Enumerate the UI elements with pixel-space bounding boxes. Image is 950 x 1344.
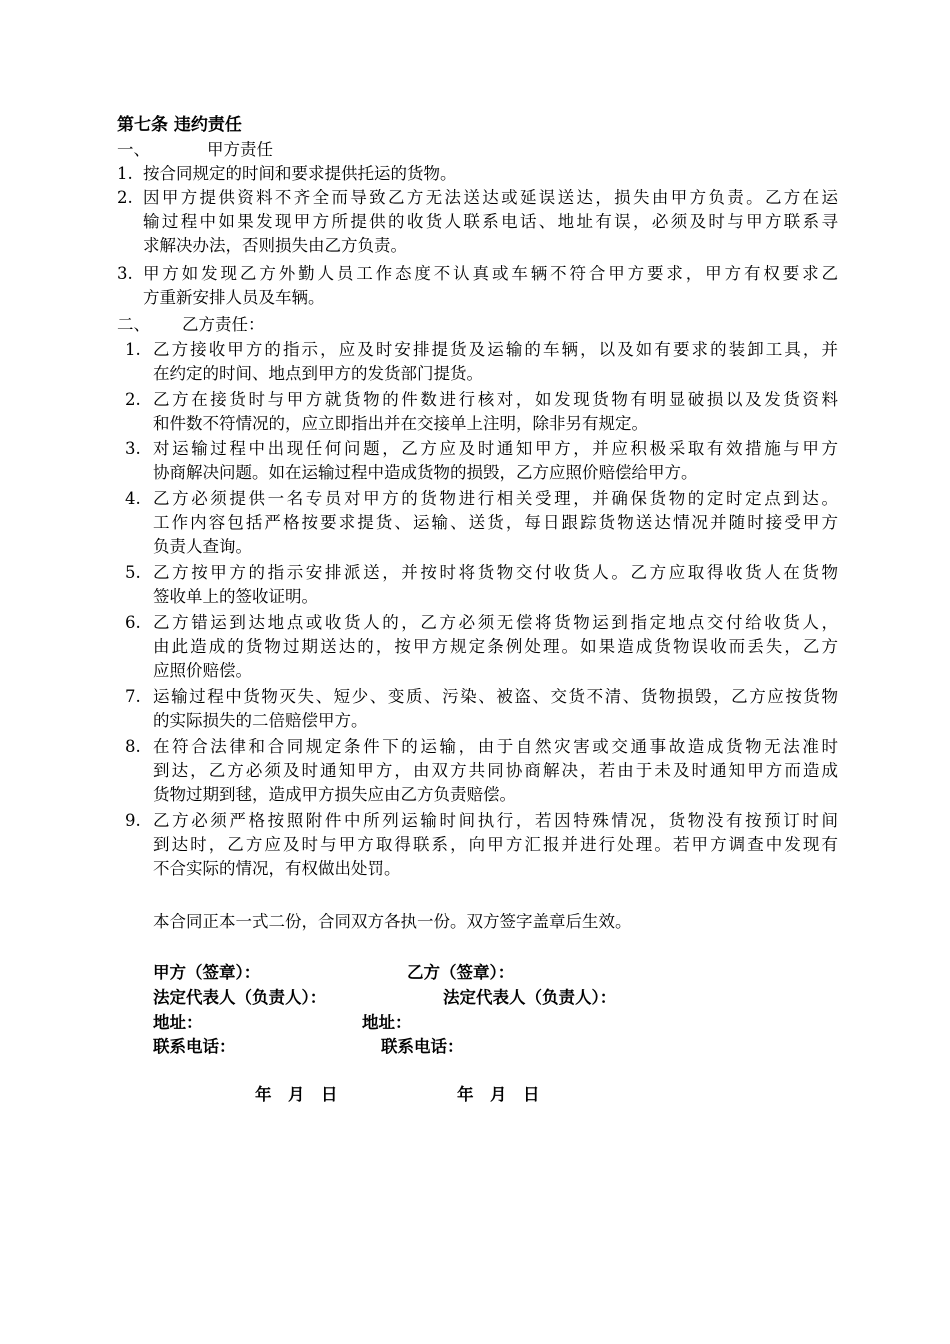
list-item-line: 应照价赔偿。: [153, 661, 252, 680]
list-item-line: 对运输过程中出现任何问题，乙方应及时通知甲方，并应积极采取有效措施与甲方: [153, 439, 838, 458]
list-item-line: 输过程中如果发现甲方所提供的收货人联系电话、地址有误，必须及时与甲方联系寻: [143, 212, 838, 231]
list-item-line: 签收单上的签收证明。: [153, 587, 318, 606]
section-b-marker: 二、: [117, 315, 150, 334]
party-b-rep-label: 法定代表人（负责人）：: [443, 988, 617, 1007]
list-item-line: 求解决办法，否则损失由乙方负责。: [143, 236, 407, 255]
list-item-line: 乙方在接货时与甲方就货物的件数进行核对，如发现货物有明显破损以及发货资料: [153, 390, 838, 409]
section-a-title: 甲方责任: [207, 140, 273, 159]
section-b-title: 乙方责任：: [182, 315, 265, 334]
list-item-line: 工作内容包括严格按要求提货、运输、送货，每日跟踪货物送达情况并随时接受甲方: [153, 513, 838, 532]
list-item-line: 乙方接收甲方的指示，应及时安排提货及运输的车辆，以及如有要求的装卸工具，并: [153, 340, 838, 359]
party-a-address-label: 地址：: [153, 1013, 203, 1032]
list-item-line: 在约定的时间、地点到甲方的发货部门提货。: [153, 364, 483, 383]
list-item-number: 2.: [117, 188, 133, 207]
list-item-line: 按合同规定的时间和要求提供托运的货物。: [143, 164, 457, 183]
list-item-line: 协商解决问题。如在运输过程中造成货物的损毁，乙方应照价赔偿给甲方。: [153, 463, 698, 482]
list-item-line: 运输过程中货物灭失、短少、变质、污染、被盗、交货不清、货物损毁，乙方应按货物: [153, 687, 838, 706]
party-a-rep-label: 法定代表人（负责人）：: [153, 988, 327, 1007]
list-item-line: 乙方错运到达地点或收货人的，乙方必须无偿将货物运到指定地点交付给收货人，: [153, 613, 838, 632]
list-item-number: 9.: [125, 811, 141, 830]
list-item-line: 不合实际的情况，有权做出处罚。: [153, 859, 401, 878]
party-a-date: 年 月 日: [255, 1085, 338, 1104]
list-item-number: 1.: [125, 340, 141, 359]
party-a-seal-label: 甲方（签章）：: [153, 963, 261, 982]
list-item-number: 7.: [125, 687, 141, 706]
list-item-line: 由此造成的货物过期送达的，按甲方规定条例处理。如果造成货物误收而丢失，乙方: [153, 637, 838, 656]
article-title: 第七条 违约责任: [117, 115, 242, 135]
list-item-line: 因甲方提供资料不齐全而导致乙方无法送达或延误送达，损失由甲方负责。乙方在运: [143, 188, 838, 207]
party-b-address-label: 地址：: [362, 1013, 412, 1032]
party-b-date: 年 月 日: [457, 1085, 540, 1104]
list-item-number: 5.: [125, 563, 141, 582]
list-item-number: 8.: [125, 737, 141, 756]
list-item-line: 方重新安排人员及车辆。: [143, 288, 325, 307]
list-item-line: 的实际损失的二倍赔偿甲方。: [153, 711, 368, 730]
list-item-line: 乙方必须提供一名专员对甲方的货物进行相关受理，并确保货物的定时定点到达。: [153, 489, 838, 508]
list-item-line: 甲方如发现乙方外勤人员工作态度不认真或车辆不符合甲方要求，甲方有权要求乙: [143, 264, 838, 283]
list-item-line: 到达时，乙方应及时与甲方取得联系，向甲方汇报并进行处理。若甲方调查中发现有: [153, 835, 838, 854]
party-b-seal-label: 乙方（签章）：: [407, 963, 515, 982]
list-item-number: 3.: [117, 264, 133, 283]
list-item-line: 货物过期到毬，造成甲方损失应由乙方负责赔偿。: [153, 785, 516, 804]
list-item-line: 到达，乙方必须及时通知甲方，由双方共同协商解决，若由于未及时通知甲方而造成: [153, 761, 838, 780]
list-item-line: 乙方按甲方的指示安排派送，并按时将货物交付收货人。乙方应取得收货人在货物: [153, 563, 838, 582]
list-item-number: 6.: [125, 613, 141, 632]
party-a-phone-label: 联系电话：: [153, 1037, 236, 1056]
list-item-line: 负责人查询。: [153, 537, 252, 556]
list-item-line: 乙方必须严格按照附件中所列运输时间执行，若因特殊情况，货物没有按预订时间: [153, 811, 838, 830]
section-a-marker: 一、: [117, 140, 150, 159]
list-item-number: 3.: [125, 439, 141, 458]
list-item-line: 和件数不符情况的，应立即指出并在交接单上注明，除非另有规定。: [153, 414, 648, 433]
list-item-number: 2.: [125, 390, 141, 409]
party-b-phone-label: 联系电话：: [381, 1037, 464, 1056]
closing-statement: 本合同正本一式二份，合同双方各执一份。双方签字盖章后生效。: [153, 912, 632, 931]
list-item-line: 在符合法律和合同规定条件下的运输，由于自然灾害或交通事故造成货物无法准时: [153, 737, 838, 756]
list-item-number: 4.: [125, 489, 141, 508]
list-item-number: 1.: [117, 164, 133, 183]
